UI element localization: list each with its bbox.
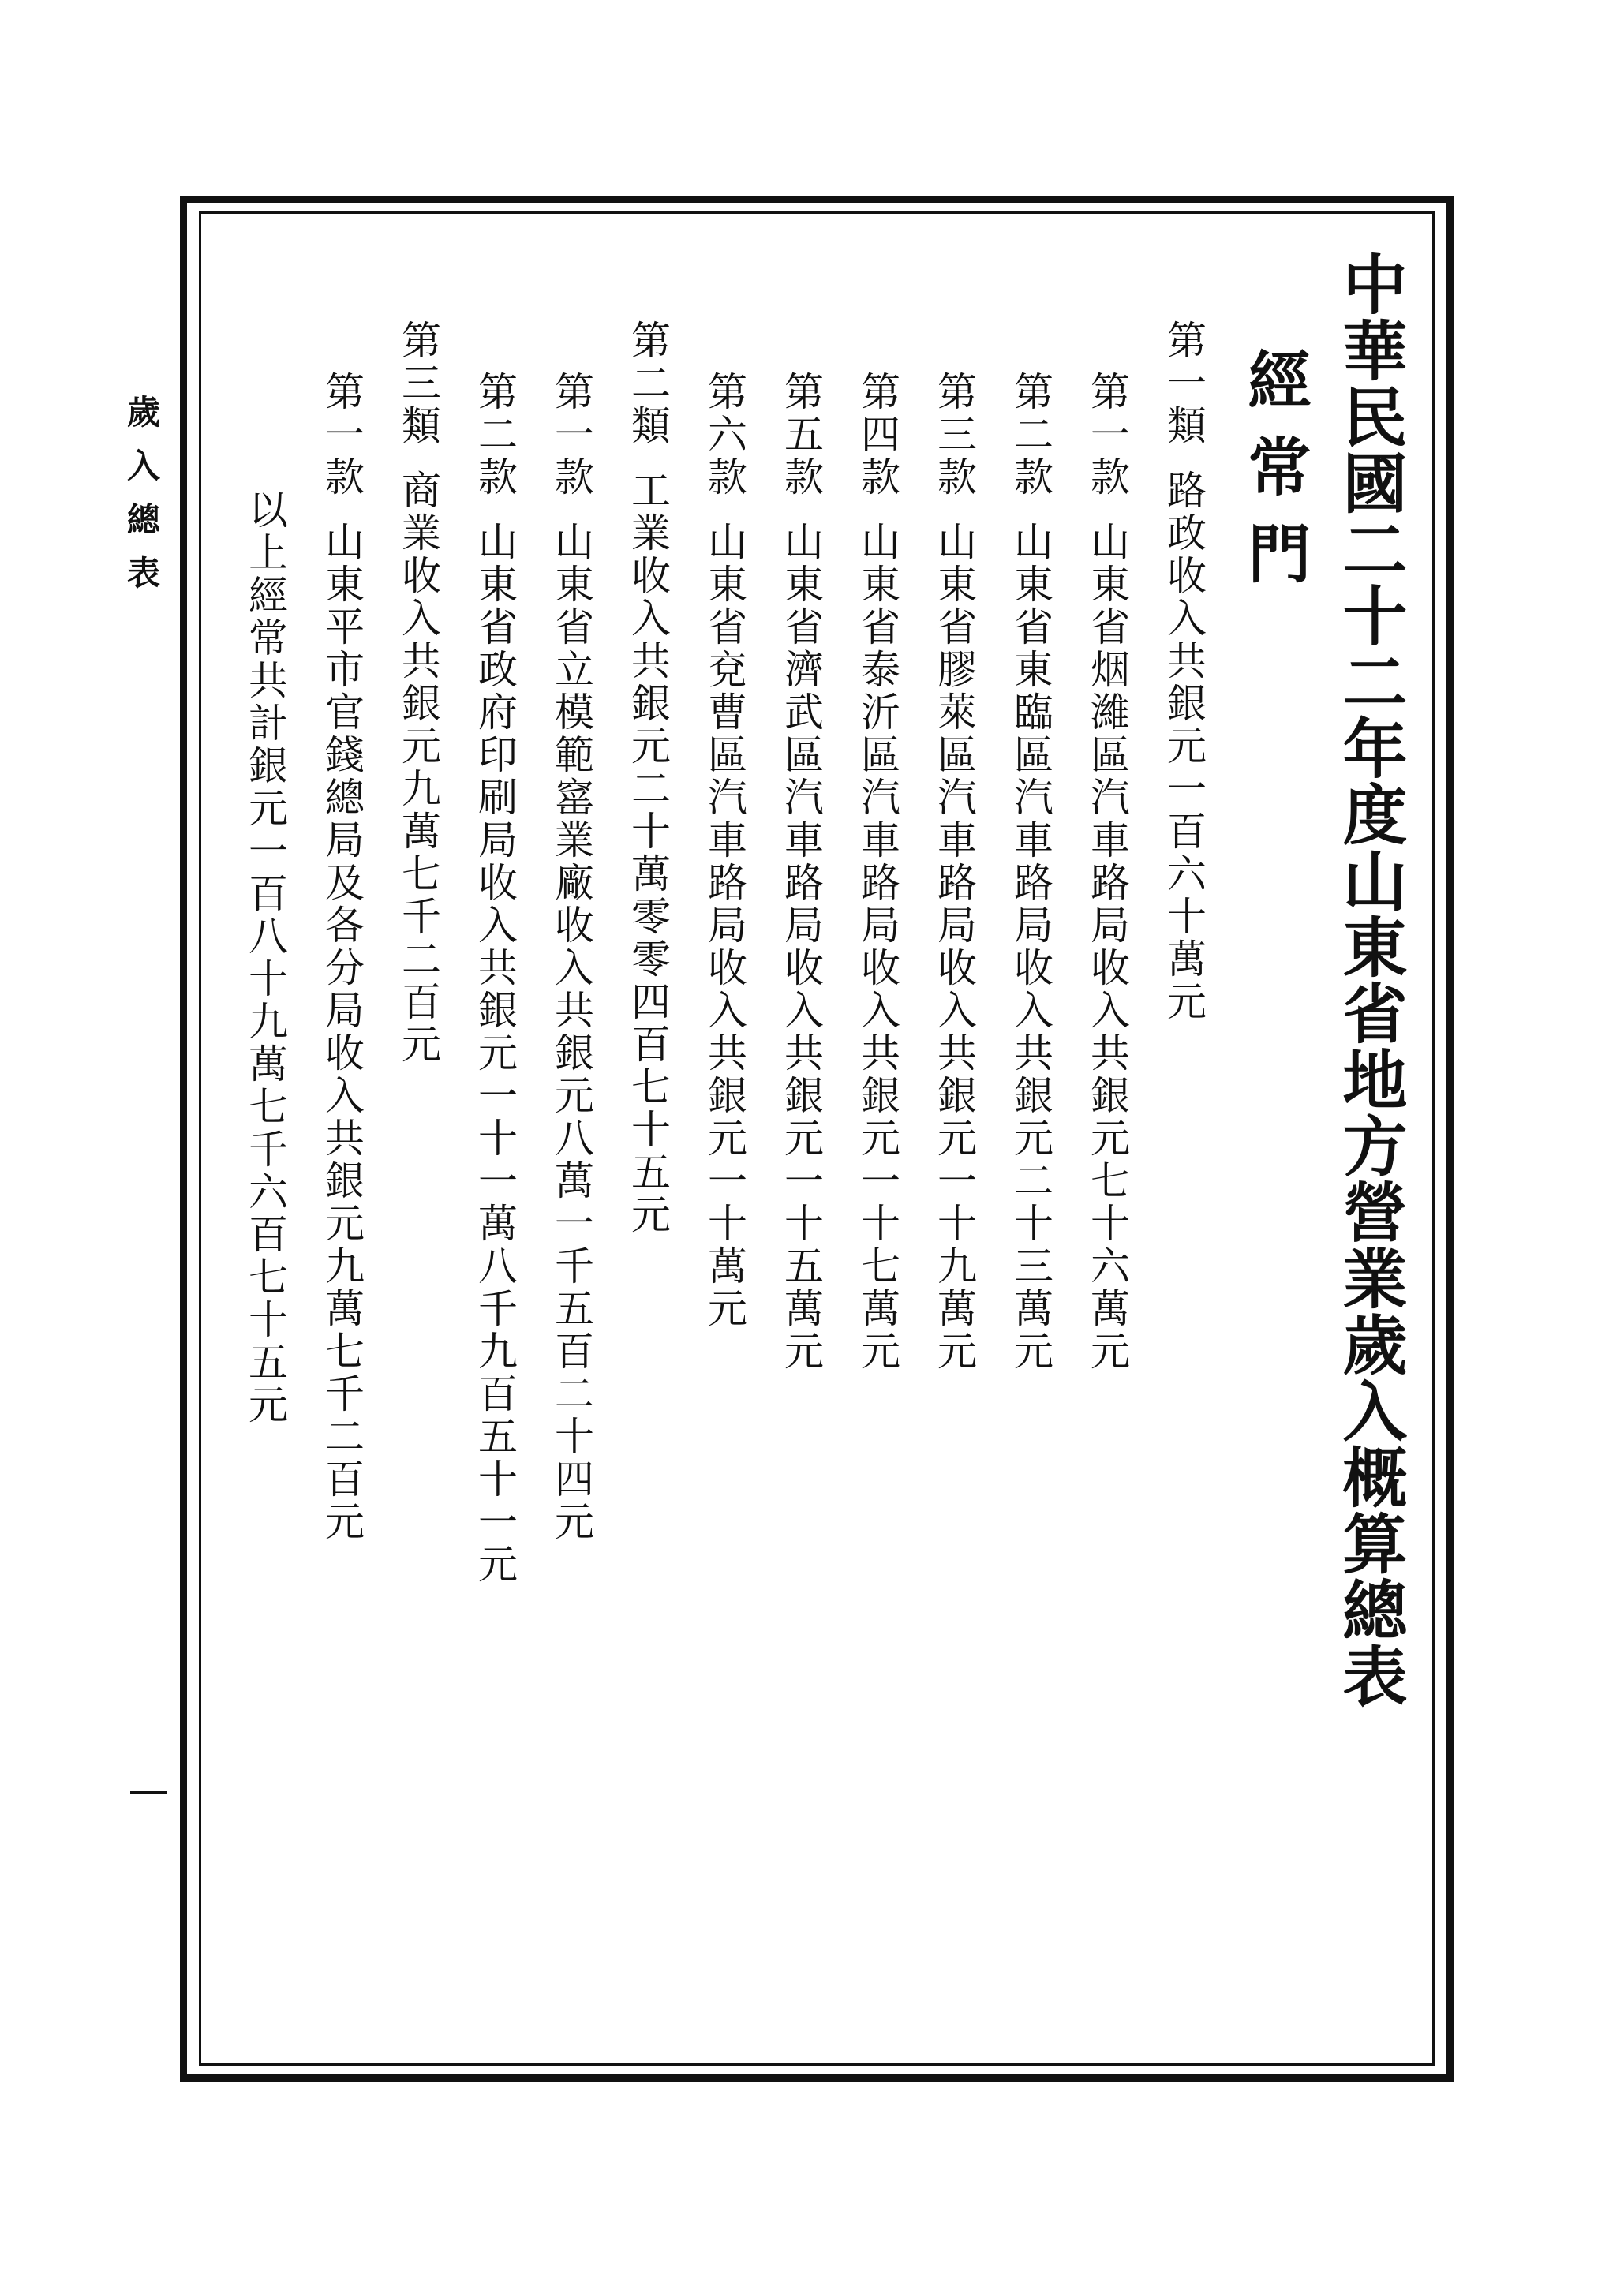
line-text: 山東省烟濰區汽車路局收入共銀元七十六萬元 [1084,521,1130,1373]
side-header: 歲入總表 [122,395,161,609]
section-heading: 經常門 [1237,347,1312,608]
line-item-1-5 [778,371,824,1373]
line-label: 第一款 [319,371,365,499]
line-category-1 [1161,320,1207,1023]
line-label: 第二款 [1008,371,1053,499]
line-text: 山東省政府印刷局收入共銀元一十一萬八千九百五十一元 [472,521,518,1586]
line-label: 第二款 [472,371,518,499]
line-item-1-1 [1084,371,1130,1373]
line-text: 山東省立模範窰業廠收入共銀元八萬一千五百二十四元 [548,521,594,1543]
line-label: 第五款 [778,371,824,499]
document-title: 中華民國二十二年度山東省地方營業歲入概算總表 [1332,251,1408,1709]
line-label: 第四款 [855,371,900,499]
line-text: 山東平市官錢總局及各分局收入共銀元九萬七千二百元 [319,521,365,1543]
line-label: 第三款 [931,371,977,499]
line-item-2-2 [472,371,518,1586]
line-label: 第二類 [625,320,671,447]
line-text: 以上經常共計銀元一百八十九萬七千六百七十五元 [242,489,288,1427]
grand-total-line [242,489,288,1427]
line-text: 山東省濟武區汽車路局收入共銀元一十五萬元 [778,521,824,1373]
line-text: 工業收入共銀元二十萬零零四百七十五元 [625,469,671,1236]
line-label: 第一款 [1084,371,1130,499]
line-item-1-4 [855,371,900,1373]
line-category-3 [395,320,441,1066]
line-label: 第一類 [1161,320,1207,447]
line-text: 山東省兗曹區汽車路局收入共銀元一十萬元 [702,521,747,1330]
line-item-1-2 [1008,371,1053,1373]
line-label: 第一款 [548,371,594,499]
line-label: 第三類 [395,320,441,447]
line-item-1-3 [931,371,977,1373]
line-category-2 [625,320,671,1236]
line-text: 山東省泰沂區汽車路局收入共銀元一十七萬元 [855,521,900,1373]
line-item-3-1 [319,371,365,1543]
line-item-2-1 [548,371,594,1543]
line-text: 山東省東臨區汽車路局收入共銀元二十三萬元 [1008,521,1053,1373]
line-text: 商業收入共銀元九萬七千二百元 [395,469,441,1066]
line-text: 路政收入共銀元一百六十萬元 [1161,469,1207,1023]
line-item-1-6 [702,371,747,1330]
line-label: 第六款 [702,371,747,499]
line-text: 山東省膠萊區汽車路局收入共銀元一十九萬元 [931,521,977,1373]
page-number-mark [130,1791,167,1794]
